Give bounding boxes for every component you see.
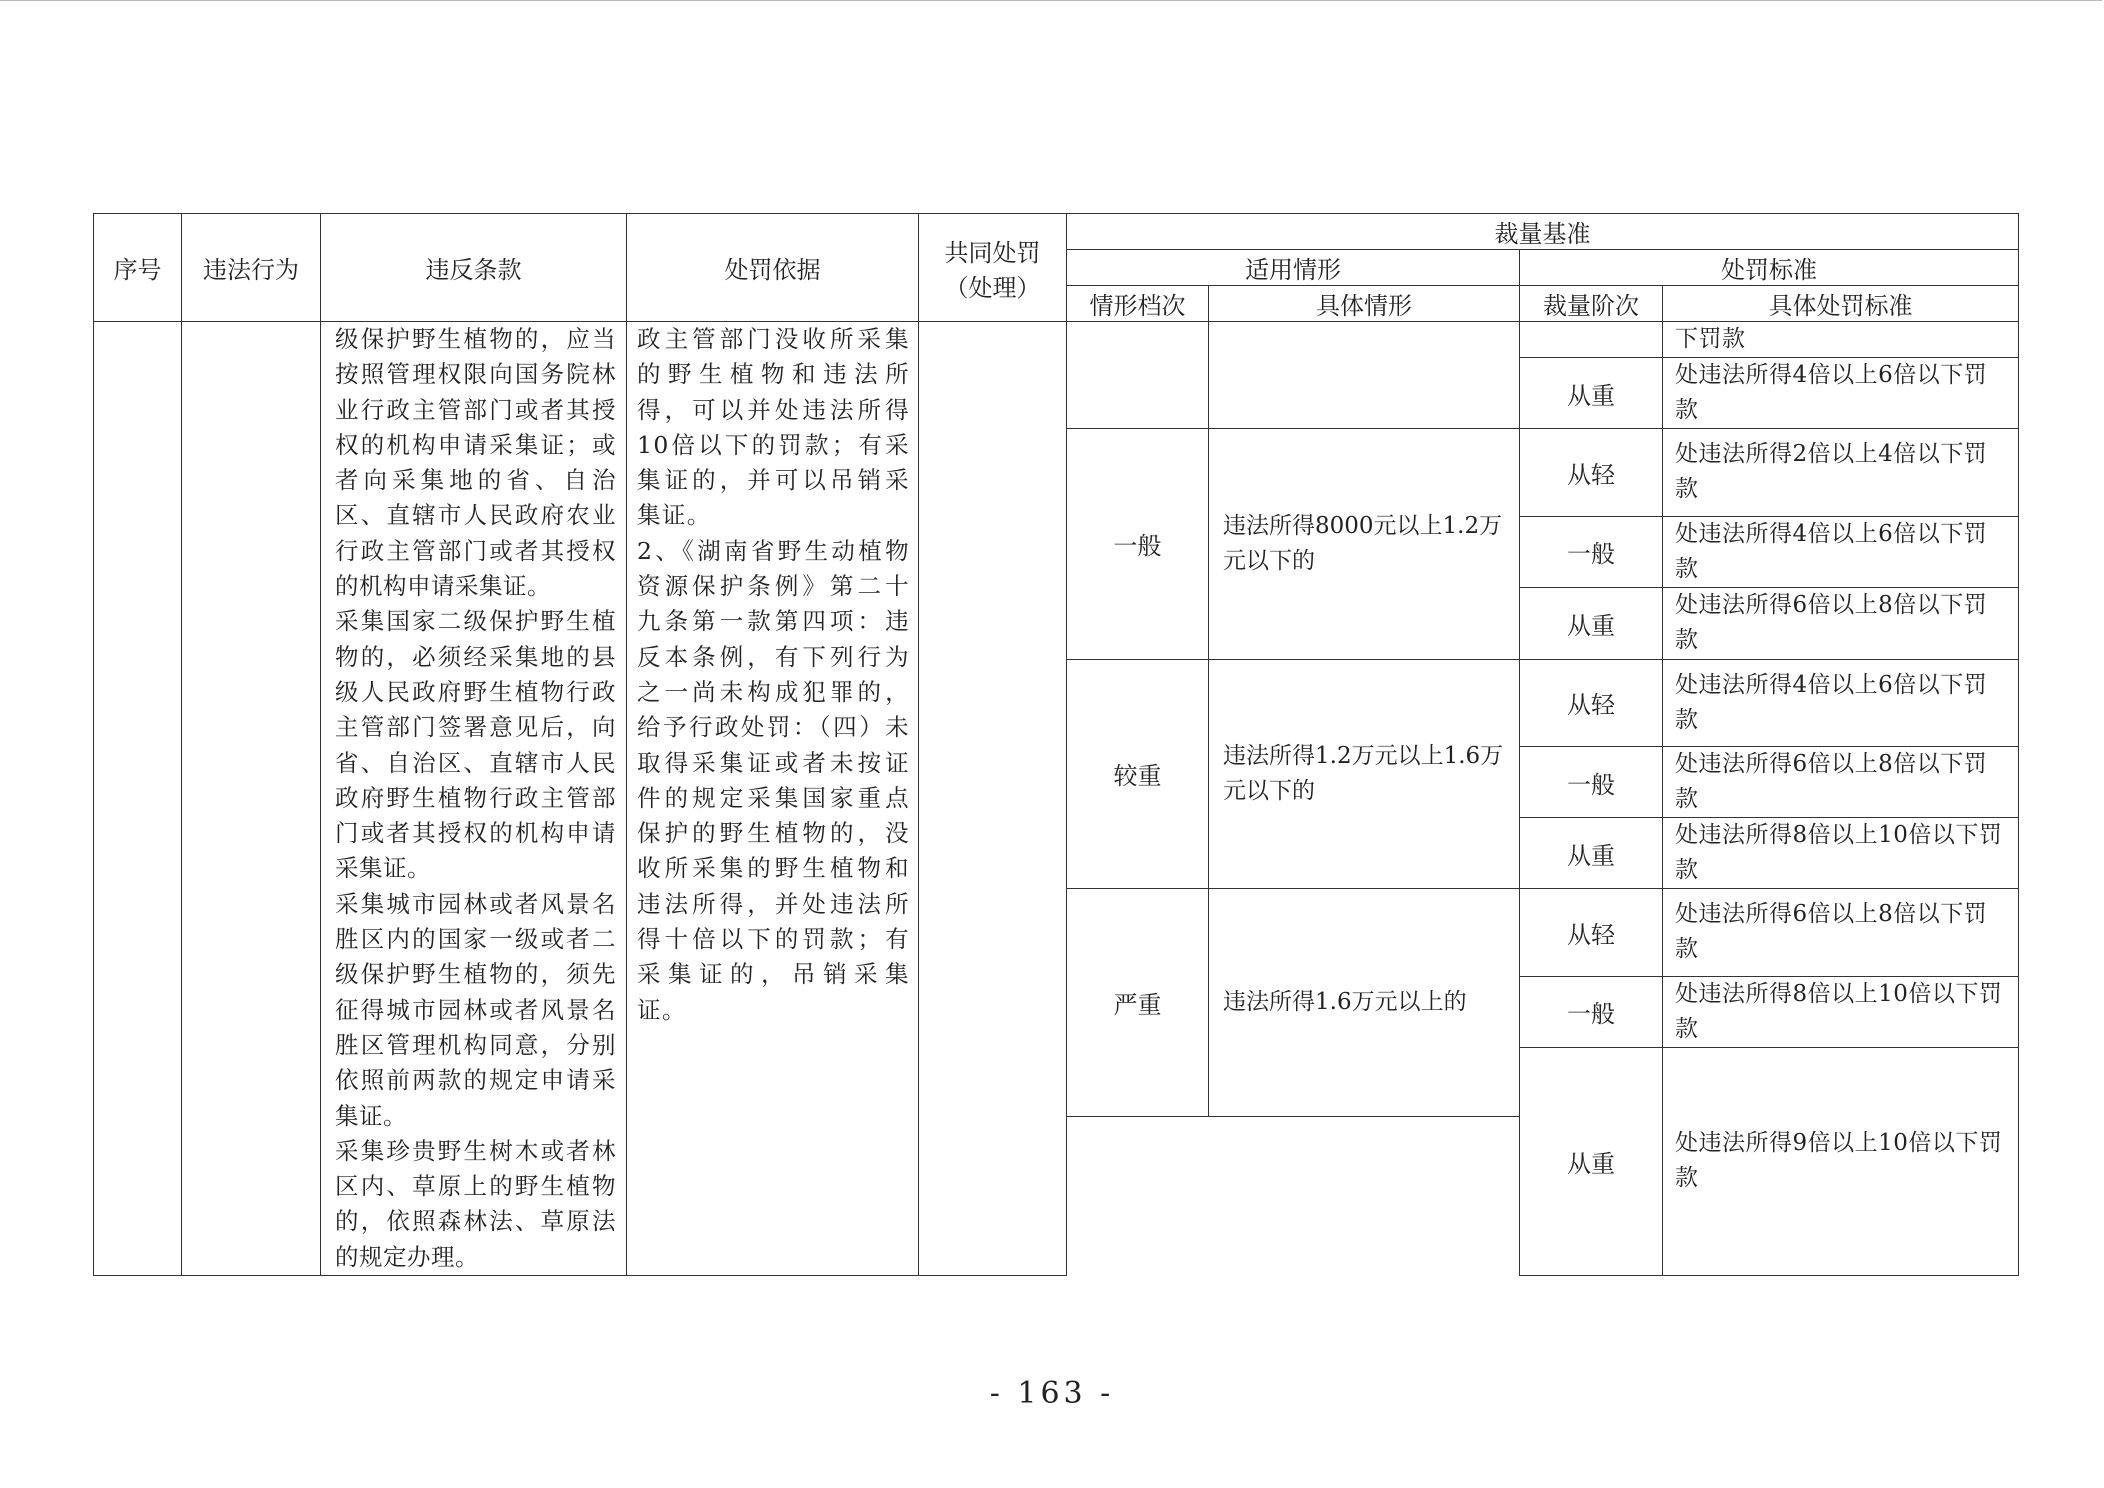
situation-cell-continued — [1209, 322, 1520, 429]
std-cell: 处违法所得8倍以上10倍以下罚款 — [1663, 818, 2019, 889]
header-common-penalty — [919, 214, 1067, 322]
header-common-penalty-sub: （处理） — [944, 273, 1041, 302]
grade-cell: 从轻 — [1520, 429, 1663, 517]
situation-cell: 违法所得8000元以上1.2万元以下的 — [1209, 429, 1520, 660]
header-basis: 处罚依据 — [627, 214, 919, 322]
header-seq: 序号 — [94, 214, 182, 322]
grade-cell: 从轻 — [1520, 889, 1663, 977]
seq-cell — [94, 322, 182, 1276]
grade-cell: 从轻 — [1520, 659, 1663, 747]
page-top-edge — [0, 0, 2102, 1]
grade-cell: 一般 — [1520, 747, 1663, 818]
header-penalty-std: 处罚标准 — [1520, 250, 2019, 286]
clause-cell — [321, 322, 627, 1276]
level-cell-continued — [1067, 322, 1209, 429]
std-cell: 处违法所得6倍以上8倍以下罚款 — [1663, 587, 2019, 659]
std-cell: 下罚款 — [1663, 322, 2019, 358]
header-common-penalty-label: 共同处罚 — [944, 238, 1041, 267]
basis-paragraph: 政主管部门没收所采集的野生植物和违法所得，可以并处违法所得10倍以下的罚款；有采集证的，并可以吊销采集证。 — [637, 325, 910, 530]
std-cell: 处违法所得2倍以上4倍以下罚款 — [1663, 429, 2019, 517]
header-violation: 违法行为 — [182, 214, 321, 322]
std-cell: 处违法所得6倍以上8倍以下罚款 — [1663, 889, 2019, 977]
penalty-discretion-table — [93, 213, 2019, 1276]
grade-cell: 从重 — [1520, 587, 1663, 659]
grade-cell: 一般 — [1520, 516, 1663, 587]
std-cell: 处违法所得6倍以上8倍以下罚款 — [1663, 747, 2019, 818]
grade-cell: 从重 — [1520, 358, 1663, 429]
level-cell: 严重 — [1067, 889, 1209, 1117]
std-cell: 处违法所得9倍以上10倍以下罚款 — [1663, 1047, 2019, 1276]
basis-paragraph: 2、《湖南省野生动植物资源保护条例》第二十九条第一款第四项：违反本条例，有下列行为之一尚未构成犯罪的，给予行政处罚：（四）未取得采集证或者未按证件的规定采集国家重点保护的野生植物的，没收所采集的野生植物和违法所得，并处违法所得十倍以下的罚款；有采集证的，吊销采集证。 — [637, 536, 910, 1024]
header-applicable: 适用情形 — [1067, 250, 1520, 286]
std-cell: 处违法所得8倍以上10倍以下罚款 — [1663, 976, 2019, 1047]
common-penalty-cell — [919, 322, 1067, 1276]
std-cell: 处违法所得4倍以上6倍以下罚款 — [1663, 358, 2019, 429]
std-cell: 处违法所得4倍以上6倍以下罚款 — [1663, 516, 2019, 587]
header-clause: 违反条款 — [321, 214, 627, 322]
header-situation: 具体情形 — [1209, 286, 1520, 322]
header-grade: 裁量阶次 — [1520, 286, 1663, 322]
header-discretion: 裁量基准 — [1067, 214, 2019, 250]
grade-cell-continued — [1520, 322, 1663, 358]
violation-cell — [182, 322, 321, 1276]
situation-cell: 违法所得1.2万元以上1.6万元以下的 — [1209, 659, 1520, 889]
level-cell: 一般 — [1067, 429, 1209, 660]
page-number: - 163 - — [989, 1376, 1115, 1411]
header-std: 具体处罚标准 — [1663, 286, 2019, 322]
clause-paragraph: 采集国家二级保护野生植物的，必须经采集地的县级人民政府野生植物行政主管部门签署意见后，向省、自治区、直辖市人民政府野生植物行政主管部门或者其授权的机构申请采集证。 — [335, 607, 616, 883]
level-cell: 较重 — [1067, 659, 1209, 889]
grade-cell: 一般 — [1520, 976, 1663, 1047]
grade-cell: 从重 — [1520, 1047, 1663, 1276]
header-level: 情形档次 — [1067, 286, 1209, 322]
basis-cell — [627, 322, 919, 1276]
std-cell: 处违法所得4倍以上6倍以下罚款 — [1663, 659, 2019, 747]
grade-cell: 从重 — [1520, 818, 1663, 889]
clause-paragraph: 采集珍贵野生树木或者林区内、草原上的野生植物的，依照森林法、草原法的规定办理。 — [335, 1136, 616, 1271]
clause-paragraph: 采集城市园林或者风景名胜区内的国家一级或者二级保护野生植物的，须先征得城市园林或者风景名胜区管理机构同意，分别依照前两款的规定申请采集证。 — [335, 889, 616, 1130]
table-row — [94, 322, 2019, 358]
clause-paragraph: 级保护野生植物的，应当按照管理权限向国务院林业行政主管部门或者其授权的机构申请采集证；或者向采集地的省、自治区、直辖市人民政府农业行政主管部门或者其授权的机构申请采集证。 — [335, 325, 616, 601]
situation-cell: 违法所得1.6万元以上的 — [1209, 889, 1520, 1117]
